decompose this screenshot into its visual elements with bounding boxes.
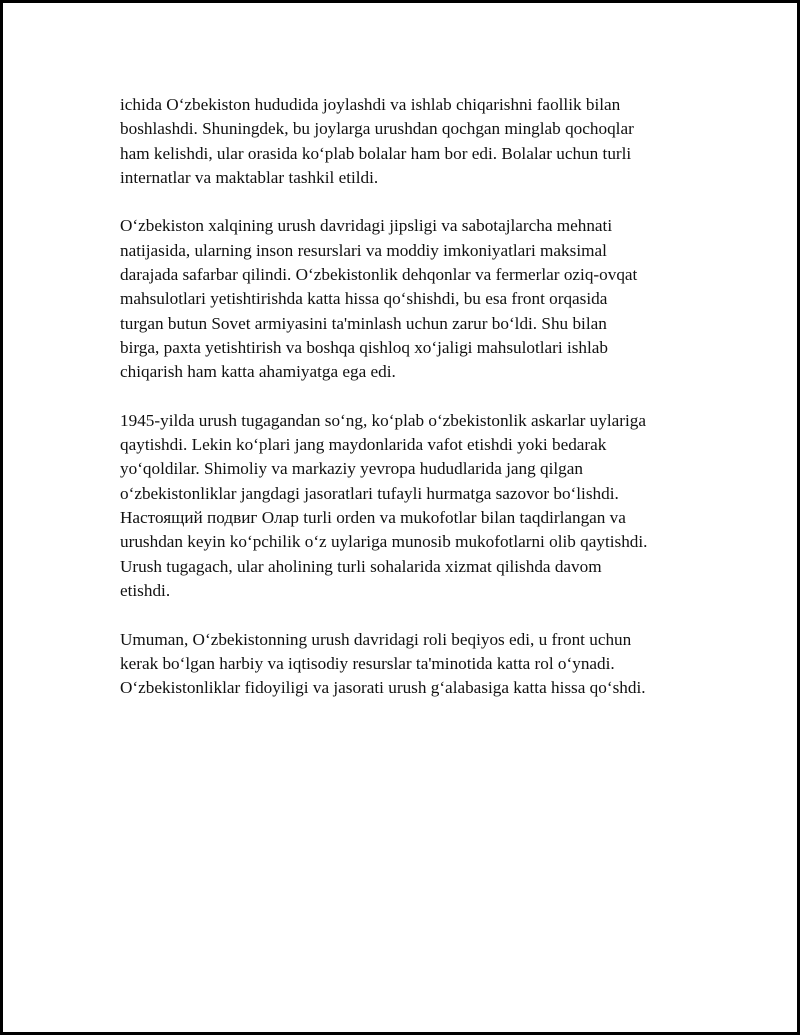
paragraph: 1945-yilda urush tugagandan so‘ng, ko‘plab o‘zbekistonlik askarlar uylariga qaytishdi. Lekin ko‘plari jang maydonlarida vafot etishdi yoki bedarak yo‘qoldilar. Shimoliy va markaziy yevropa hududlarida jang qilgan o‘zbekistonliklar jangdagi jasoratlari tufayli hurmatga sazovor bo‘lishdi. Настоящий подвиг Олар turli orden va mukofotlar bilan taqdirlangan va urushdan keyin ko‘pchilik o‘z uylariga munosib mukofotlarni olib qaytishdi. Urush tugagach, ular aholining turli sohalarida xizmat qilishda davom etishdi.: [120, 410, 648, 600]
paragraph: O‘zbekiston xalqining urush davridagi jipsligi va sabotajlarcha mehnati natijasida, ularning inson resurslari va moddiy imkoniyatlari maksimal darajada safarbar qilindi. O‘zbekistonlik dehqonlar va fermerlar oziq-ovqat mahsulotlari yetishtirishda katta hissa qo‘shishdi, bu esa front orqasida turgan butun Sovet armiyasini ta'minlash uchun zarur bo‘ldi. Shu bilan birga, paxta yetishtirish va boshqa qishloq xo‘jaligi mahsulotlari ishlab chiqarish ham katta ahamiyatga ega edi.: [120, 216, 638, 382]
paragraph: Umuman, O‘zbekistonning urush davridagi roli beqiyos edi, u front uchun kerak bo‘lgan harbiy va iqtisodiy resurslar ta'minotida katta rol o‘ynadi. O‘zbekistonliklar fidoyiligi va jasorati urush g‘alabasiga katta hissa qo‘shdi.: [120, 629, 646, 698]
paragraph: ichida O‘zbekiston hududida joylashdi va ishlab chiqarishni faollik bilan boshlashdi. Shuningdek, bu joylarga urushdan qochgan minglab qochoqlar ham kelishdi, ular orasida ko‘plab bolalar ham bor edi. Bolalar uchun turli internatlar va maktablar tashkil etildi.: [120, 95, 634, 187]
document-body: [120, 93, 720, 725]
